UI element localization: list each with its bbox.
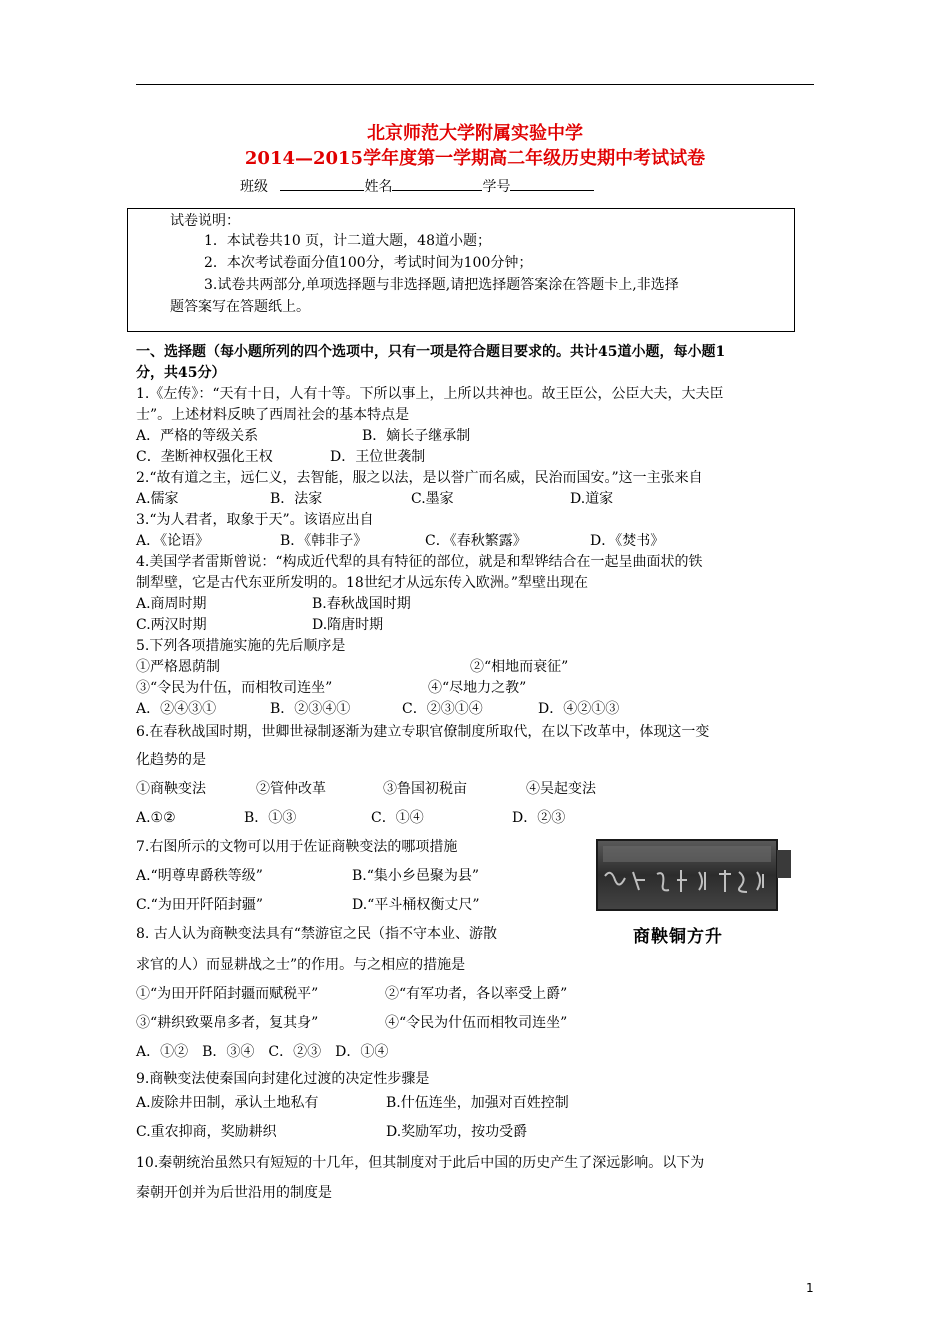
q9-option-c: C.重农抑商，奖励耕织 bbox=[136, 1124, 277, 1140]
instruction-3a: 3.试卷共两部分,单项选择题与非选择题,请把选择题答案涂在答题卡上,非选择 bbox=[204, 277, 679, 293]
q2-option-a: A.儒家 bbox=[136, 491, 179, 507]
figure-caption: 商鞅铜方升 bbox=[633, 927, 723, 947]
q8-item-2: ②“有军功者，各以率受上爵” bbox=[385, 986, 568, 1002]
q6-item-1: ①商鞅变法 bbox=[136, 781, 206, 797]
section-heading-2: 分，共45分） bbox=[136, 365, 226, 381]
q7-stem: 7.右图所示的文物可以用于佐证商鞅变法的哪项措施 bbox=[136, 839, 458, 855]
q6-item-3: ③鲁国初税亩 bbox=[383, 781, 467, 797]
q1-option-b: B．嫡长子继承制 bbox=[362, 428, 471, 444]
q2-option-d: D.道家 bbox=[570, 491, 614, 507]
q9-option-d: D.奖励军功，按功受爵 bbox=[386, 1124, 528, 1140]
q1-stem-1: 1.《左传》：“天有十日，人有十等。下所以事上，上所以共神也。故王臣公，公臣大夫，大夫臣 bbox=[136, 386, 724, 402]
name-label: 姓名 bbox=[364, 179, 393, 195]
instructions-heading: 试卷说明： bbox=[170, 213, 240, 229]
q8-stem-2: 求官的人）而显耕战之士”的作用。与之相应的措施是 bbox=[136, 957, 466, 973]
q1-option-c: C．垄断神权强化王权 bbox=[136, 449, 273, 465]
number-blank[interactable] bbox=[510, 176, 594, 191]
q3-option-d: D．《焚书》 bbox=[590, 533, 665, 549]
q1-stem-2: 士”。上述材料反映了西周社会的基本特点是 bbox=[136, 407, 410, 423]
school-title: 北京师范大学附属实验中学 bbox=[367, 123, 583, 144]
exam-title: 2014—2015学年度第一学期高二年级历史期中考试试卷 bbox=[244, 148, 706, 169]
q9-option-a: A.废除井田制，承认土地私有 bbox=[136, 1095, 319, 1111]
q9-stem: 9.商鞅变法使秦国向封建化过渡的决定性步骤是 bbox=[136, 1071, 430, 1087]
q6-stem-1: 6.在春秋战国时期，世卿世禄制逐渐为建立专职官僚制度所取代，在以下改革中，体现这一变 bbox=[136, 724, 710, 740]
page-number: 1 bbox=[806, 1281, 814, 1295]
q7-option-b: B.“集小乡邑聚为县” bbox=[352, 868, 480, 884]
instruction-3b: 题答案写在答题纸上。 bbox=[170, 299, 310, 315]
q4-stem-2: 制犁壁，它是古代东亚所发明的。18世纪才从远东传入欧洲。”犁壁出现在 bbox=[136, 575, 588, 591]
q10-stem-2: 秦朝开创并为后世沿用的制度是 bbox=[136, 1185, 332, 1201]
q6-option-d: D．②③ bbox=[512, 810, 566, 826]
number-label: 学号 bbox=[482, 179, 511, 195]
q8-options: A．①② B．③④ C．②③ D．①④ bbox=[136, 1044, 389, 1060]
class-blank[interactable] bbox=[280, 176, 364, 191]
q3-option-c: C．《春秋繁露》 bbox=[425, 533, 527, 549]
q2-stem: 2.“故有道之主，远仁义，去智能，服之以法，是以誉广而名威，民治而国安。”这一主张来自 bbox=[136, 470, 703, 486]
instruction-2: 2．本次考试卷面分值100分，考试时间为100分钟； bbox=[204, 255, 533, 271]
q8-item-4: ④“令民为什伍而相牧司连坐” bbox=[385, 1015, 568, 1031]
bronze-measure-figure bbox=[593, 836, 793, 948]
q4-option-a: A.商周时期 bbox=[136, 596, 207, 612]
q2-option-c: C.墨家 bbox=[411, 491, 454, 507]
name-blank[interactable] bbox=[392, 176, 482, 191]
q2-option-b: B．法家 bbox=[270, 491, 323, 507]
q5-option-c: C．②③①④ bbox=[402, 701, 483, 717]
bronze-measure-image bbox=[593, 836, 793, 916]
q8-item-1: ①“为田开阡陌封疆而赋税平” bbox=[136, 986, 319, 1002]
section-heading-1: 一、选择题（每小题所列的四个选项中，只有一项是符合题目要求的。共计45道小题，每小题1 bbox=[136, 344, 726, 360]
q5-stem: 5.下列各项措施实施的先后顺序是 bbox=[136, 638, 346, 654]
q7-option-d: D.“平斗桶权衡丈尺” bbox=[352, 897, 480, 913]
q5-item-4: ④“尽地力之教” bbox=[428, 680, 527, 696]
instructions-box bbox=[127, 208, 795, 332]
q5-option-a: A．②④③① bbox=[136, 701, 217, 717]
student-info-line bbox=[240, 176, 594, 197]
q8-stem-1: 8. 古人认为商鞅变法具有“禁游宦之民（指不守本业、游散 bbox=[136, 926, 497, 942]
q6-item-2: ②管仲改革 bbox=[256, 781, 326, 797]
q4-option-b: B.春秋战国时期 bbox=[312, 596, 411, 612]
q1-option-a: A．严格的等级关系 bbox=[136, 428, 259, 444]
q6-option-c: C．①④ bbox=[371, 810, 424, 826]
q7-option-a: A.“明尊卑爵秩等级” bbox=[136, 868, 263, 884]
class-label: 班级 bbox=[240, 179, 268, 195]
q5-item-3: ③“令民为什伍，而相牧司连坐” bbox=[136, 680, 333, 696]
q4-option-d: D.隋唐时期 bbox=[312, 617, 384, 633]
q3-stem: 3.“为人君者，取象于天”。该语应出自 bbox=[136, 512, 374, 528]
q5-option-d: D．④②①③ bbox=[538, 701, 620, 717]
q6-option-b: B．①③ bbox=[244, 810, 297, 826]
q9-option-b: B.什伍连坐，加强对百姓控制 bbox=[386, 1095, 569, 1111]
q3-option-a: A．《论语》 bbox=[136, 533, 210, 549]
instruction-1: 1．本试卷共10 页，计二道大题，48道小题； bbox=[204, 233, 491, 249]
header-rule bbox=[136, 84, 814, 85]
q1-option-d: D．王位世袭制 bbox=[330, 449, 426, 465]
q3-option-b: B．《韩非子》 bbox=[280, 533, 368, 549]
q6-option-a: A.①② bbox=[136, 810, 176, 826]
q5-item-2: ②“相地而衰征” bbox=[470, 659, 569, 675]
q6-item-4: ④吴起变法 bbox=[526, 781, 596, 797]
q4-stem-1: 4.美国学者雷斯曾说：“构成近代犁的具有特征的部位，就是和犁铧结合在一起呈曲面状的铁 bbox=[136, 554, 703, 570]
q7-option-c: C.“为田开阡陌封疆” bbox=[136, 897, 263, 913]
q5-option-b: B．②③④① bbox=[270, 701, 351, 717]
q4-option-c: C.两汉时期 bbox=[136, 617, 207, 633]
q10-stem-1: 10.秦朝统治虽然只有短短的十几年，但其制度对于此后中国的历史产生了深远影响。以下为 bbox=[136, 1155, 705, 1171]
q6-stem-2: 化趋势的是 bbox=[136, 752, 206, 768]
q8-item-3: ③“耕织致粟帛多者，复其身” bbox=[136, 1015, 319, 1031]
q5-item-1: ①严格恩荫制 bbox=[136, 659, 220, 675]
